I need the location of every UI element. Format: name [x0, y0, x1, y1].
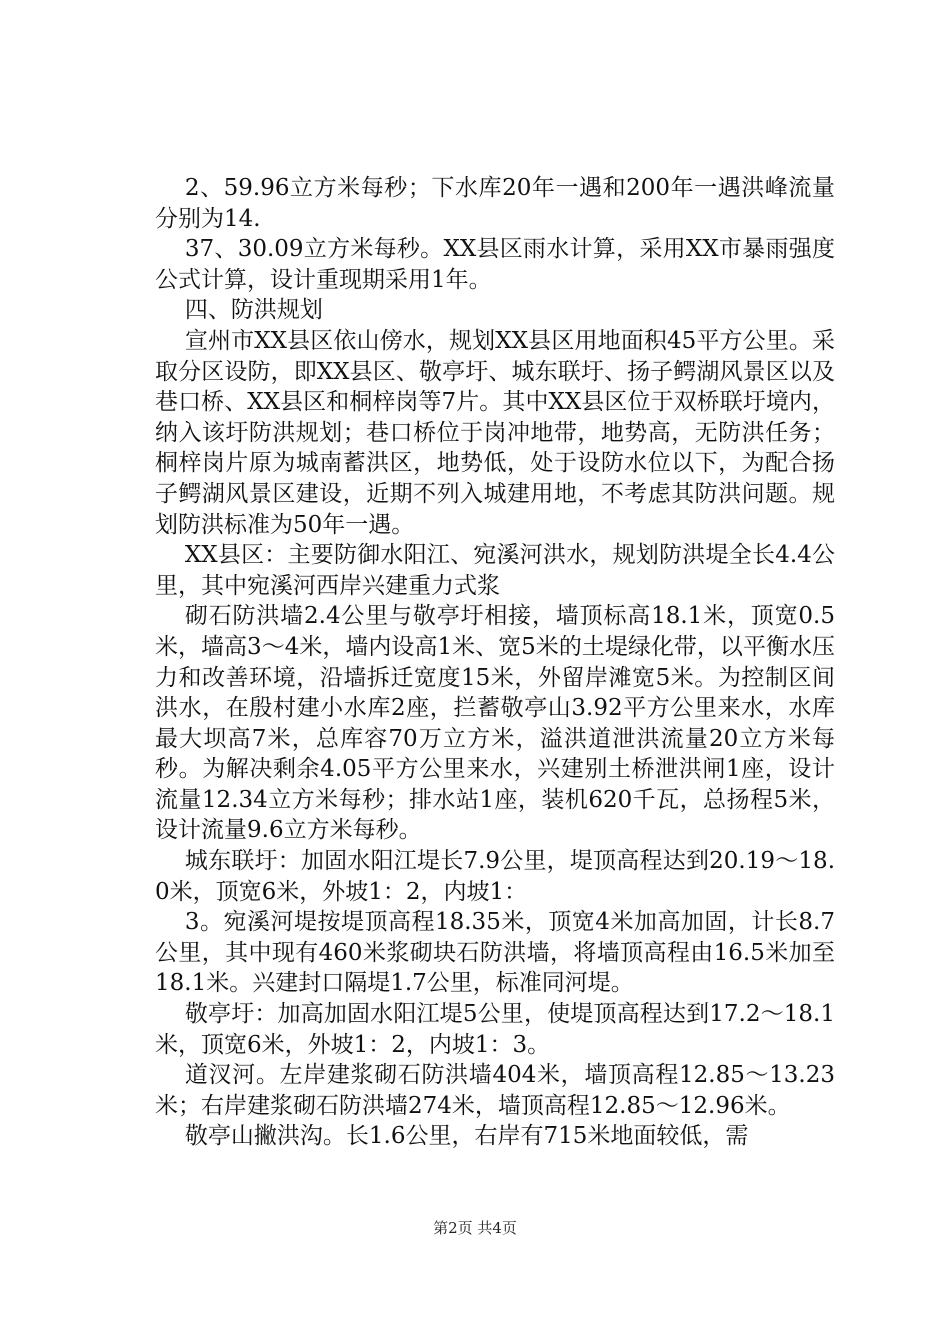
paragraph-chengdong-levee: 城东联圩：加固水阳江堤长7.9公里，堤顶高程达到20.19～18.0米，顶宽6米，外坡1：2，内坡1： [155, 848, 835, 905]
section-heading-flood-plan: 四、防洪规划 [184, 297, 323, 324]
document-body [155, 173, 835, 1152]
page-footer [0, 1218, 950, 1238]
paragraph-rainfall-calc: 37、30.09立方米每秒。XX县区雨水计算，采用XX市暴雨强度公式计算，设计重现期采用1年。 [155, 236, 835, 293]
paragraph-wanxi-river: 3。宛溪河堤按堤顶高程18.35米，顶宽4米加高加固，计长8.7公里，其中现有460米浆砌块石防洪墙，将墙顶高程由16.5米加至18.1米。兴建封口隔堤1.7公里，标准同河堤。 [155, 909, 835, 997]
paragraph-jingting-ditch: 敬亭山撇洪沟。长1.6公里，右岸有715米地面较低，需 [184, 1123, 749, 1150]
page-number-label: 第2页 共4页 [433, 1219, 517, 1237]
paragraph-county-district: XX县区：主要防御水阳江、宛溪河洪水，规划防洪堤全长4.4公里，其中宛溪河西岸兴建重力式浆 [155, 542, 835, 599]
paragraph-zoning: 宣州市XX县区依山傍水，规划XX县区用地面积45平方公里。采取分区设防，即XX县区、敬亭圩、城东联圩、扬子鳄湖风景区以及巷口桥、XX县区和桐梓岗等7片。其中XX县区位于双桥联圩境内，纳入该圩防洪规划；巷口桥位于岗冲地带，地势高，无防洪任务；桐梓岗片原为城南蓄洪区，地势低，处于设防水位以下，为配合扬子鳄湖风景区建设，近期不列入城建用地，不考虑其防洪问题。规划防洪标准为50年一遇。 [155, 327, 835, 538]
paragraph-flood-peak: 2、59.96立方米每秒；下水库20年一遇和200年一遇洪峰流量分别为14. [155, 175, 835, 232]
paragraph-jingting-levee: 敬亭圩：加高加固水阳江堤5公里，使堤顶高程达到17.2～18.1米，顶宽6米，外坡1：2，内坡1：3。 [155, 1001, 835, 1058]
paragraph-flood-wall: 砌石防洪墙2.4公里与敬亭圩相接，墙顶标高18.1米，顶宽0.5米，墙高3～4米，墙内设高1米、宽5米的土堤绿化带，以平衡水压力和改善环境，沿墙拆迁宽度15米，外留岸滩宽5米。为控制区间洪水，在殷村建小水库2座，拦蓄敬亭山3.92平方公里来水，水库最大坝高7米，总库容70万立方米，溢洪道泄洪流量20立方米每秒。为解决剩余4.05平方公里来水，兴建别土桥泄洪闸1座，设计流量12.34立方米每秒；排水站1座，装机620千瓦，总扬程5米，设计流量9.6立方米每秒。 [155, 603, 835, 844]
paragraph-daocha-river: 道汊河。左岸建浆砌石防洪墙404米，墙顶高程12.85～13.23米；右岸建浆砌石防洪墙274米，墙顶高程12.85～12.96米。 [155, 1062, 835, 1119]
